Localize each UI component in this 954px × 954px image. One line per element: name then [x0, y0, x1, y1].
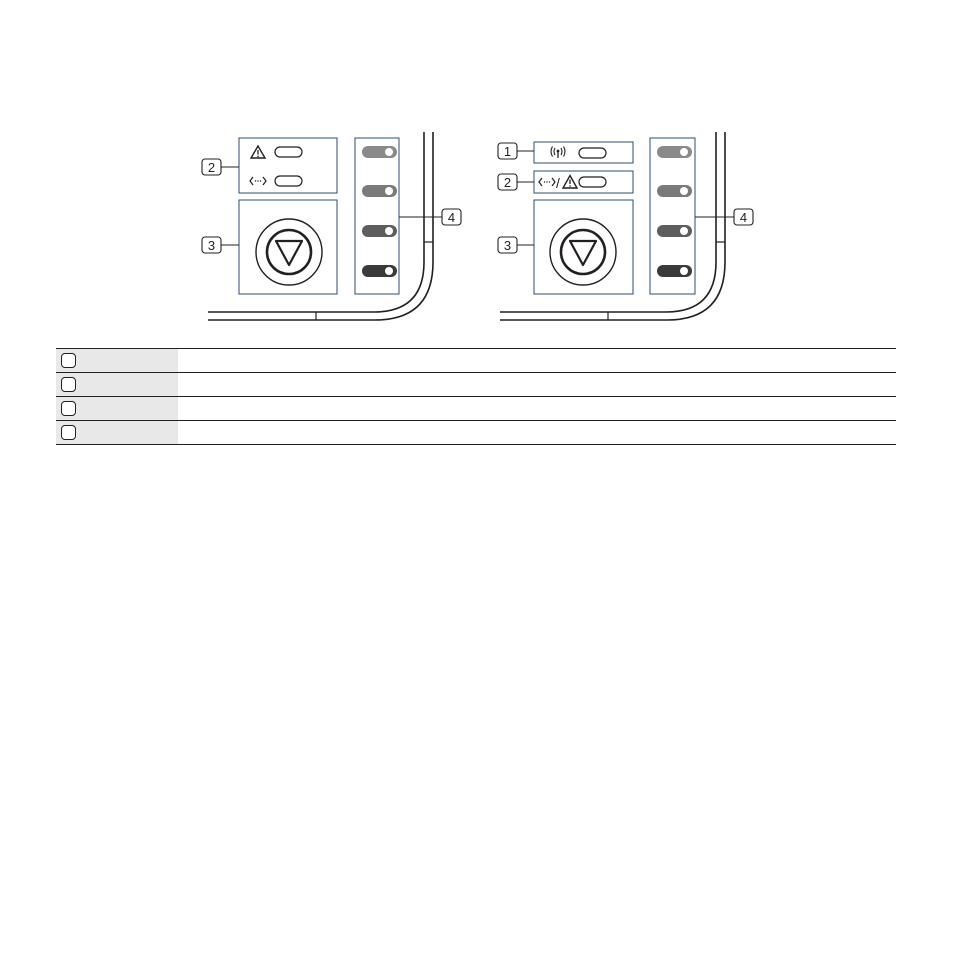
- table-row: [56, 397, 896, 421]
- data-error-led: [579, 177, 606, 187]
- hotkey-button-2[interactable]: [657, 185, 692, 197]
- printer-body-outline-inner: [208, 132, 424, 312]
- table-row: [56, 349, 896, 373]
- warning-triangle-icon: [251, 146, 265, 158]
- callout-marker-3: [202, 237, 221, 253]
- wireless-antenna-icon: [551, 147, 565, 159]
- wireless-led: [579, 148, 606, 158]
- legend-key-cell: [56, 349, 178, 373]
- warning-triangle-icon: [563, 176, 577, 189]
- legend-key-cell: [56, 421, 178, 445]
- callout-label: 3: [503, 238, 512, 253]
- right-control-panel: [498, 132, 753, 320]
- legend-description-cell: [178, 349, 896, 373]
- callout-marker-icon: [61, 425, 76, 440]
- hotkey-button-2[interactable]: [362, 185, 397, 197]
- table-row: [56, 373, 896, 397]
- callout-marker-2: [498, 174, 517, 190]
- callout-label: 4: [739, 210, 748, 225]
- callout-label: 2: [503, 175, 512, 190]
- callout-label: 1: [503, 144, 512, 159]
- left-control-panel: [202, 132, 461, 320]
- callout-marker-icon: [61, 377, 76, 392]
- cancel-stop-button[interactable]: [550, 219, 616, 285]
- callout-marker-1: [498, 143, 517, 159]
- data-led: [275, 176, 302, 186]
- legend-key-cell: [56, 397, 178, 421]
- callout-marker-4: [734, 209, 753, 225]
- legend-description-cell: [178, 397, 896, 421]
- callout-marker-4: [442, 209, 461, 225]
- icon-separator: /: [556, 175, 560, 191]
- callout-marker-icon: [61, 353, 76, 368]
- data-arrows-icon: [539, 178, 555, 186]
- printer-body-outline-inner: [500, 132, 716, 312]
- callout-marker-icon: [61, 401, 76, 416]
- cancel-stop-button[interactable]: [256, 219, 322, 285]
- callout-label: 2: [207, 160, 216, 175]
- legend-key-cell: [56, 373, 178, 397]
- legend-description-cell: [178, 373, 896, 397]
- hotkey-button-4[interactable]: [657, 265, 692, 277]
- hotkey-button-1[interactable]: [657, 146, 692, 158]
- data-arrows-icon: [250, 177, 266, 185]
- hotkey-button-4[interactable]: [362, 265, 397, 277]
- callout-label: 4: [447, 210, 456, 225]
- hotkey-button-1[interactable]: [362, 146, 397, 158]
- legend-table: [56, 348, 896, 445]
- callout-marker-2: [202, 159, 221, 175]
- callout-marker-3: [498, 237, 517, 253]
- hotkey-button-3[interactable]: [362, 225, 397, 237]
- legend-description-cell: [178, 421, 896, 445]
- error-led: [275, 147, 302, 157]
- table-row: [56, 421, 896, 445]
- hotkey-button-3[interactable]: [657, 225, 692, 237]
- callout-label: 3: [207, 238, 216, 253]
